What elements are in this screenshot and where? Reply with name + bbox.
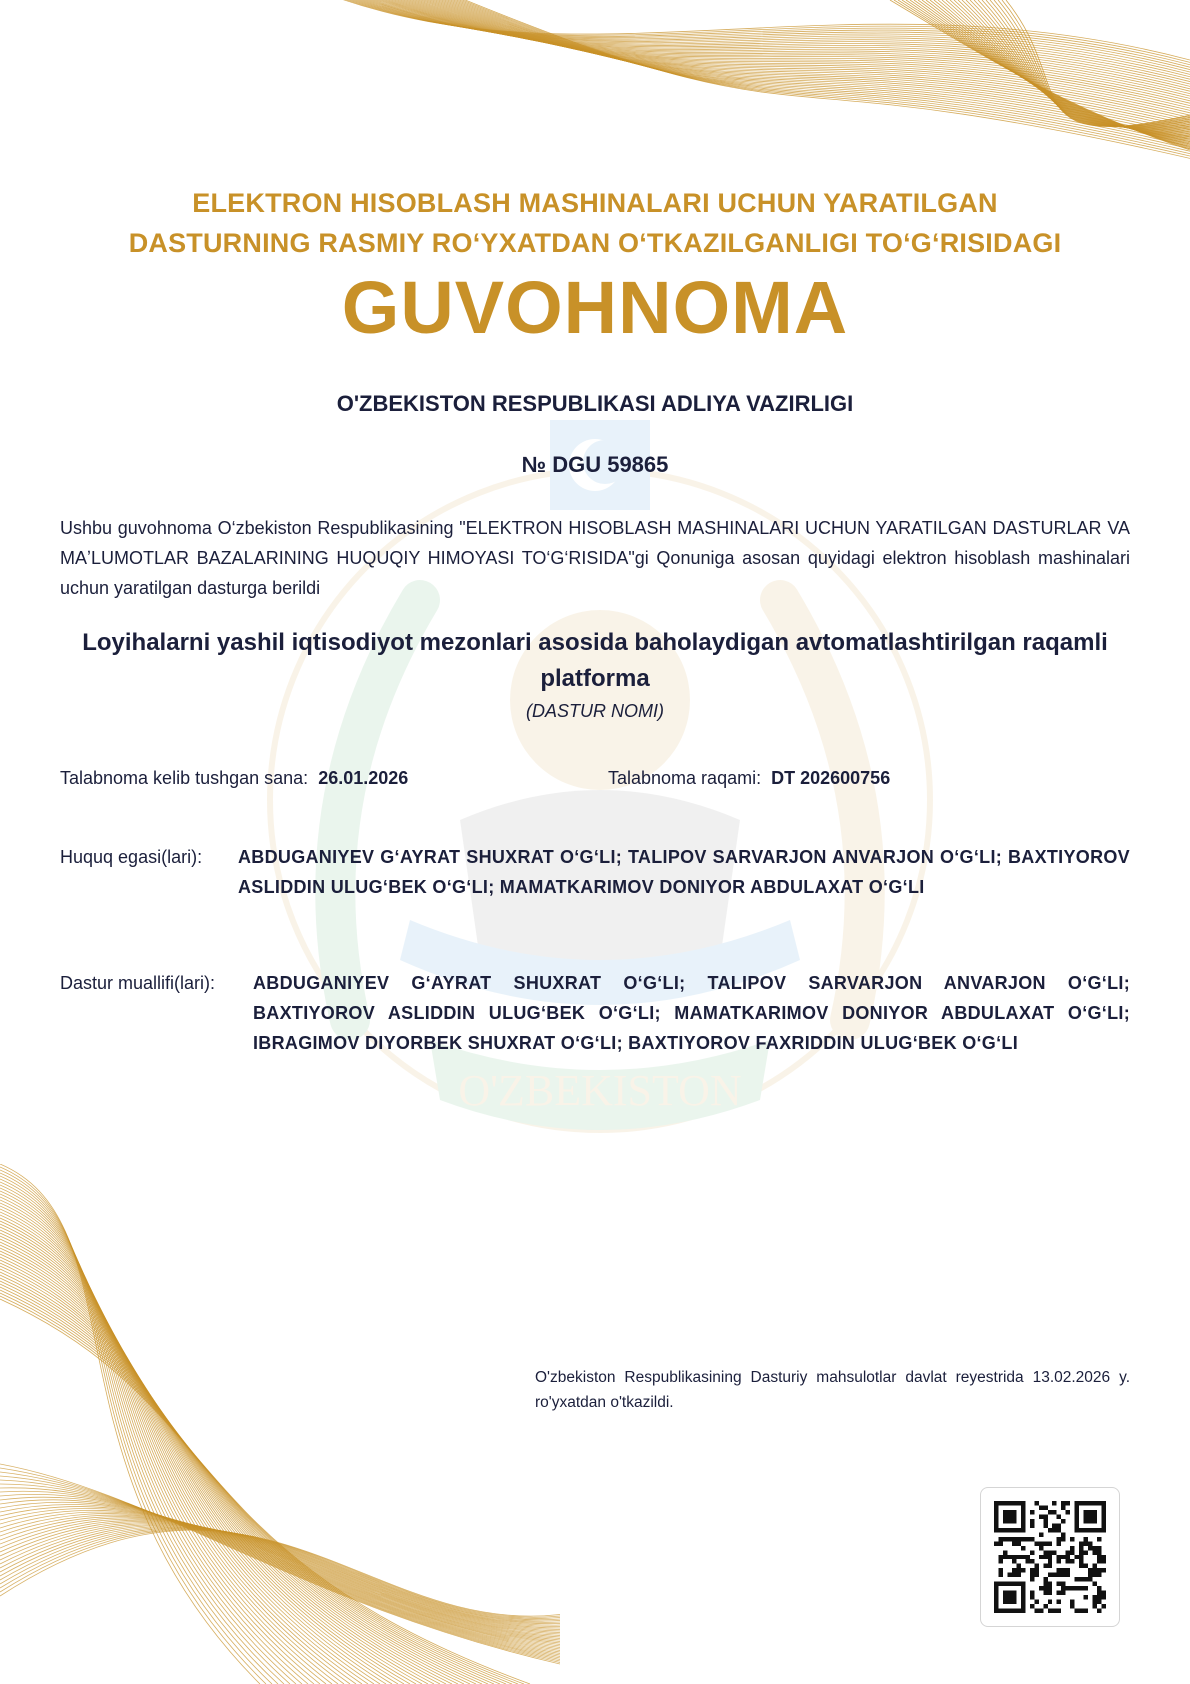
certificate-heading	[0, 183, 1190, 263]
program-name: Loyihalarni yashil iqtisodiyot mezonlari asosida baholaydigan avtomatlashtirilgan raqamli platforma	[82, 629, 1108, 692]
certificate-title: GUVOHNOMA	[341, 266, 849, 349]
authors-label: Dastur muallifi(lari):	[60, 973, 216, 993]
application-number-label: Talabnoma raqami:	[608, 768, 762, 788]
application-date-value: 26.01.2026	[318, 768, 409, 788]
certificate-number: № DGU 59865	[521, 452, 669, 477]
qr-code-frame[interactable]	[980, 1487, 1120, 1627]
heading-line-1: ELEKTRON HISOBLASH MASHINALARI UCHUN YARATILGAN	[192, 188, 998, 218]
registry-note: O'zbekiston Respublikasining Dasturiy mahsulotlar davlat reyestrida 13.02.2026 y. ro'yxatdan o'tkazildi.	[535, 1369, 1130, 1411]
emblem-ribbon-text: O'ZBEKISTON	[458, 1066, 742, 1115]
program-name-caption: (DASTUR NOMI)	[526, 701, 664, 721]
application-date-row	[60, 763, 408, 793]
owners-label: Huquq egasi(lari):	[60, 847, 203, 867]
application-number-value: DT 202600756	[771, 768, 891, 788]
qr-code-icon	[994, 1501, 1106, 1613]
authors-value: ABDUGANIYEV G‘AYRAT SHUXRAT O‘G‘LI; TALIPOV SARVARJON ANVARJON O‘G‘LI; BAXTIYOROV ASLIDDIN ULUG‘BEK O‘G‘LI; MAMATKARIMOV DONIYOR ABDULAXAT O‘G‘LI; IBRAGIMOV DIYORBEK SHUXRAT O‘G‘LI; BAXTIYOROV FAXRIDDIN ULUG‘BEK O‘G‘LI	[253, 973, 1130, 1053]
intro-paragraph: Ushbu guvohnoma O‘zbekiston Respublikasining "ELEKTRON HISOBLASH MASHINALARI UCHUN YARATILGAN DASTURLAR VA MAʼLUMOTLAR BAZALARINING HUQUQIY HIMOYASI TO‘G‘RISIDA"gi Qonuniga asosan quyidagi elektron hisoblash mashinalari uchun yaratilgan dasturga berildi	[60, 518, 1130, 598]
application-date-label: Talabnoma kelib tushgan sana:	[60, 768, 309, 788]
heading-line-2: DASTURNING RASMIY RO‘YXATDAN O‘TKAZILGANLIGI TO‘G‘RISIDAGI	[128, 228, 1062, 258]
owners-value: ABDUGANIYEV G‘AYRAT SHUXRAT O‘G‘LI; TALIPOV SARVARJON ANVARJON O‘G‘LI; BAXTIYOROV ASLIDDIN ULUG‘BEK O‘G‘LI; MAMATKARIMOV DONIYOR ABDULAXAT O‘G‘LI	[238, 847, 1130, 897]
gold-wave-bottom-decoration	[0, 1164, 560, 1684]
application-number-row	[608, 763, 890, 793]
gold-wave-top-decoration	[290, 0, 1190, 190]
ministry-name: O'ZBEKISTON RESPUBLIKASI ADLIYA VAZIRLIGI	[336, 391, 854, 416]
